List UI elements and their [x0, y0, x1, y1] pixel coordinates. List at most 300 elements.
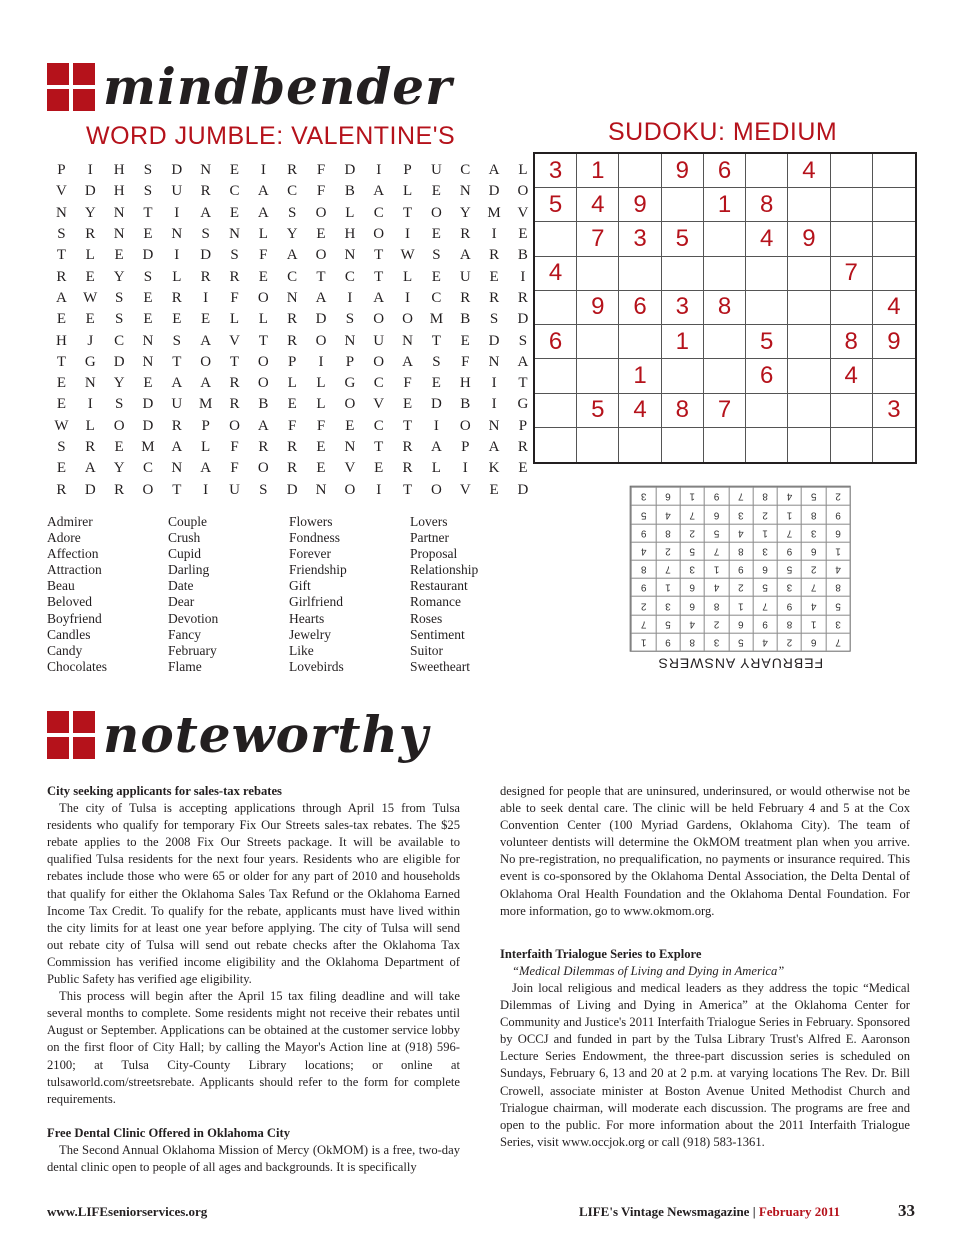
grid-letter: O: [229, 417, 240, 434]
grid-letter: W: [83, 289, 98, 306]
grid-letter: R: [85, 226, 96, 243]
answer-cell: 7: [655, 560, 679, 578]
grid-letter: V: [459, 481, 471, 498]
grid-letter: N: [171, 226, 183, 243]
answer-cell: 8: [777, 614, 801, 632]
grid-letter: E: [114, 439, 124, 455]
grid-letter: M: [141, 439, 155, 455]
grid-letter: I: [433, 417, 439, 434]
grid-letter: S: [143, 268, 153, 285]
sudoku-cell: 8: [831, 325, 873, 359]
grid-letter: I: [174, 204, 180, 221]
sudoku-cell: 4: [788, 154, 830, 188]
grid-letter: E: [287, 396, 297, 413]
word-list-item: Boyfriend: [47, 610, 102, 626]
word-jumble-title: WORD JUMBLE: VALENTINE'S: [86, 122, 456, 150]
grid-letter: A: [517, 353, 529, 370]
grid-letter: F: [259, 247, 268, 264]
grid-letter: D: [84, 183, 96, 200]
sudoku-cell: 9: [619, 188, 661, 222]
answer-cell: 5: [777, 560, 801, 578]
sudoku-cell: [577, 359, 619, 393]
answer-cell: 5: [825, 596, 849, 614]
grid-letter: I: [203, 481, 209, 498]
sudoku-cell: [662, 257, 704, 291]
answer-cell: 3: [704, 633, 728, 651]
word-list-item: Fancy: [168, 626, 201, 642]
sudoku-cell: 8: [662, 394, 704, 428]
answer-cell: 6: [752, 560, 776, 578]
grid-letter: G: [344, 375, 356, 392]
word-list-item: Proposal: [410, 546, 458, 562]
answer-cell: 5: [655, 614, 679, 632]
grid-letter: O: [315, 204, 327, 221]
word-list-item: Date: [168, 578, 194, 594]
answer-cell: 7: [777, 523, 801, 541]
sudoku-cell: 7: [704, 394, 746, 428]
answer-cell: 3: [655, 596, 679, 614]
grid-letter: O: [373, 353, 385, 370]
grid-letter: O: [459, 417, 471, 434]
grid-letter: R: [229, 268, 240, 285]
grid-letter: S: [201, 226, 210, 243]
word-list-item: Relationship: [410, 562, 479, 578]
sudoku-cell: [788, 188, 830, 222]
answer-cell: 5: [680, 542, 704, 560]
word-list-item: Darling: [168, 562, 210, 578]
grid-letter: U: [171, 183, 183, 200]
grid-letter: N: [84, 375, 96, 392]
grid-letter: N: [171, 460, 183, 477]
sudoku-cell: [704, 257, 746, 291]
answer-cell: 9: [631, 523, 655, 541]
article-title: Interfaith Trialogue Series to Explore: [500, 946, 702, 961]
grid-row: [47, 224, 537, 245]
grid-letter: S: [57, 439, 66, 455]
word-list-item: Romance: [410, 594, 461, 610]
grid-letter: N: [113, 226, 125, 243]
sudoku-cell: 4: [831, 359, 873, 393]
grid-letter: R: [460, 289, 471, 306]
logo-squares-icon: [47, 711, 95, 759]
answer-cell: 1: [631, 633, 655, 651]
grid-letter: E: [85, 268, 95, 285]
grid-letter: E: [56, 396, 66, 413]
word-list-item: Candy: [47, 642, 83, 658]
grid-letter: I: [87, 396, 93, 413]
sudoku-cell: [831, 188, 873, 222]
grid-letter: A: [200, 375, 212, 392]
word-list-item: Beloved: [47, 594, 92, 610]
grid-letter: F: [316, 162, 326, 179]
footer-website: www.LIFEseniorservices.org: [47, 1204, 208, 1219]
grid-letter: C: [287, 183, 298, 200]
grid-letter: F: [316, 183, 326, 200]
sudoku-cell: 6: [535, 325, 577, 359]
sudoku-cell: [535, 291, 577, 325]
article-subtitle: “Medical Dilemmas of Living and Dying in America”: [512, 963, 785, 978]
word-list-item: Girlfriend: [289, 594, 343, 610]
answer-cell: 6: [801, 633, 825, 651]
answer-cell: 2: [825, 487, 849, 505]
grid-letter: S: [259, 481, 268, 498]
grid-letter: C: [373, 375, 384, 392]
grid-letter: O: [430, 204, 442, 221]
article-title: City seeking applicants for sales-tax rebates: [47, 784, 282, 798]
grid-letter: P: [461, 439, 470, 455]
grid-letter: R: [287, 332, 298, 349]
grid-letter: R: [85, 439, 96, 455]
grid-letter: L: [258, 311, 268, 328]
grid-letter: L: [85, 417, 95, 434]
sudoku-cell: [619, 154, 661, 188]
grid-letter: R: [489, 247, 500, 264]
grid-letter: N: [56, 204, 67, 221]
grid-letter: R: [517, 289, 528, 306]
grid-letter: D: [113, 353, 125, 370]
grid-letter: S: [345, 311, 355, 328]
grid-letter: E: [518, 460, 528, 477]
sudoku-cell: 8: [704, 291, 746, 325]
sudoku-cell: 5: [535, 188, 577, 222]
word-list-item: Restaurant: [410, 578, 468, 594]
sudoku-cell: 4: [873, 291, 915, 325]
answer-cell: 2: [777, 633, 801, 651]
sudoku-cell: [831, 291, 873, 325]
answer-cell: 6: [704, 505, 728, 523]
grid-letter: T: [56, 247, 66, 264]
sudoku-cell: [619, 325, 661, 359]
grid-letter: E: [345, 417, 355, 434]
grid-letter: M: [198, 396, 213, 413]
answer-cell: 3: [680, 560, 704, 578]
grid-letter: O: [373, 311, 385, 328]
grid-letter: I: [203, 289, 209, 306]
grid-letter: E: [258, 268, 268, 285]
grid-letter: A: [171, 375, 183, 392]
answer-cell: 4: [655, 505, 679, 523]
grid-letter: L: [287, 375, 297, 392]
sudoku-cell: 5: [746, 325, 788, 359]
grid-letter: U: [171, 396, 183, 413]
word-list-item: Chocolates: [47, 658, 107, 674]
noteworthy-title: noteworthy: [103, 705, 429, 764]
word-list-item: Dear: [168, 594, 195, 610]
answer-cell: 8: [704, 596, 728, 614]
grid-letter: W: [400, 247, 415, 264]
grid-letter: A: [171, 439, 183, 455]
grid-letter: A: [315, 289, 327, 306]
grid-letter: T: [374, 247, 384, 264]
grid-letter: D: [142, 417, 154, 434]
answer-cell: 1: [655, 578, 679, 596]
grid-letter: H: [56, 332, 67, 349]
sudoku-cell: [873, 222, 915, 256]
grid-letter: Y: [459, 204, 471, 221]
grid-row: [47, 288, 537, 309]
grid-letter: O: [373, 226, 385, 243]
answer-cell: 9: [704, 487, 728, 505]
grid-letter: N: [142, 353, 154, 370]
word-list-item: Flame: [168, 658, 202, 674]
sudoku-cell: [577, 325, 619, 359]
grid-row: [47, 373, 537, 394]
grid-letter: R: [258, 439, 269, 455]
grid-letter: E: [316, 226, 326, 243]
answer-cell: 2: [631, 596, 655, 614]
sudoku-cell: [535, 428, 577, 462]
sudoku-cell: 9: [788, 222, 830, 256]
grid-letter: O: [257, 460, 269, 477]
grid-letter: S: [57, 226, 66, 243]
grid-letter: E: [518, 226, 528, 243]
grid-letter: E: [431, 183, 441, 200]
grid-letter: E: [402, 396, 413, 413]
sudoku-cell: 4: [746, 222, 788, 256]
grid-letter: I: [491, 375, 497, 392]
grid-letter: S: [230, 247, 239, 264]
sudoku-cell: [662, 359, 704, 393]
grid-letter: E: [316, 460, 326, 477]
grid-letter: N: [142, 332, 154, 349]
answer-cell: 7: [728, 487, 752, 505]
grid-letter: D: [488, 183, 500, 200]
grid-letter: R: [287, 162, 298, 179]
grid-letter: O: [113, 417, 125, 434]
grid-letter: N: [344, 247, 356, 264]
sudoku-cell: 9: [662, 154, 704, 188]
grid-letter: I: [260, 162, 266, 179]
grid-letter: H: [113, 162, 125, 179]
grid-letter: T: [402, 417, 413, 434]
grid-letter: E: [56, 311, 66, 328]
noteworthy-header: [47, 705, 429, 764]
grid-letter: F: [230, 460, 239, 477]
word-list-item: Lovebirds: [289, 658, 344, 674]
sudoku-cell: [788, 291, 830, 325]
grid-letter: O: [142, 481, 154, 498]
word-list-item: Cupid: [168, 546, 202, 562]
grid-letter: A: [430, 439, 442, 455]
answer-cell: 3: [825, 614, 849, 632]
grid-letter: T: [402, 204, 413, 221]
sudoku-cell: [535, 222, 577, 256]
word-list-item: Like: [289, 642, 314, 658]
sudoku-cell: [788, 359, 830, 393]
grid-letter: D: [200, 247, 212, 264]
sudoku-cell: 7: [831, 257, 873, 291]
grid-letter: P: [201, 417, 210, 434]
answers-grid: [630, 486, 851, 652]
grid-letter: E: [316, 439, 326, 455]
grid-letter: A: [56, 289, 67, 306]
grid-letter: U: [430, 162, 442, 179]
answer-cell: 6: [728, 614, 752, 632]
grid-letter: B: [517, 247, 528, 264]
answer-cell: 7: [801, 578, 825, 596]
grid-letter: R: [402, 439, 413, 455]
grid-letter: U: [459, 268, 471, 285]
answer-cell: 2: [655, 542, 679, 560]
sudoku-cell: [746, 154, 788, 188]
answer-cell: 8: [801, 505, 825, 523]
grid-letter: I: [405, 226, 411, 243]
grid-letter: D: [344, 162, 356, 179]
sudoku-cell: [662, 188, 704, 222]
article-paragraph: Join local religious and medical leaders as they address the topic “Medical Dilemmas of Living and Dying in America” at the Oklahoma Center for Community and Justice's 2011 Interfaith Trialogue Series in February. Sponsored by OCCJ and funded in part by the Tulsa Library Trust's Alfred E. Aaronson Lecture Series Endowment, the three-part discussion series is scheduled on Sundays, February 6, 13 and 20 at 2 p.m. at varying locations The Rev. Dr. Bill Crowell, associate minister at Boston Avenue United Methodist Church and Trialogue chairman, will moderate each discussion. The programs are free and open to the public. For more information about the 2011 Interfaith Trialogue Series, visit www.occjok.org or call (918) 583-1361.: [500, 980, 910, 1149]
grid-row: [47, 479, 537, 500]
answer-cell: 9: [655, 633, 679, 651]
grid-letter: S: [432, 353, 441, 370]
grid-letter: A: [373, 289, 385, 306]
grid-letter: R: [402, 460, 413, 477]
answer-cell: 3: [777, 578, 801, 596]
word-list-item: Forever: [289, 546, 331, 562]
word-list-item: Couple: [168, 514, 207, 529]
sudoku-cell: 3: [662, 291, 704, 325]
sudoku-cell: [619, 428, 661, 462]
sudoku-cell: [704, 325, 746, 359]
grid-letter: R: [171, 417, 182, 434]
answer-cell: 2: [752, 505, 776, 523]
grid-letter: I: [318, 353, 324, 370]
sudoku-cell: 1: [577, 154, 619, 188]
grid-letter: A: [402, 353, 413, 370]
grid-letter: F: [230, 289, 239, 306]
word-list-item: February: [168, 642, 217, 658]
grid-letter: B: [460, 396, 471, 413]
grid-letter: F: [461, 353, 470, 370]
grid-letter: R: [171, 289, 182, 306]
word-list-item: Gift: [289, 578, 311, 594]
word-list-item: Fondness: [289, 530, 341, 546]
grid-letter: O: [200, 353, 212, 370]
word-list-item: Roses: [410, 610, 443, 626]
grid-letter: E: [489, 481, 499, 498]
answer-cell: 1: [752, 523, 776, 541]
word-list-item: Adore: [47, 530, 81, 546]
grid-letter: I: [462, 460, 468, 477]
answer-cell: 4: [631, 542, 655, 560]
grid-letter: I: [376, 481, 382, 498]
grid-letter: V: [517, 204, 529, 221]
grid-letter: R: [56, 268, 67, 285]
sudoku-cell: 4: [619, 394, 661, 428]
answer-cell: 1: [777, 505, 801, 523]
answer-cell: 1: [825, 542, 849, 560]
answer-cell: 4: [680, 614, 704, 632]
grid-letter: E: [489, 268, 499, 285]
word-list-item: Attraction: [47, 562, 102, 578]
grid-letter: N: [113, 204, 125, 221]
grid-letter: V: [344, 460, 356, 477]
grid-letter: I: [491, 396, 497, 413]
answer-cell: 8: [680, 633, 704, 651]
grid-letter: S: [114, 289, 124, 306]
sudoku-cell: [788, 325, 830, 359]
mindbender-header: [47, 57, 453, 116]
answer-cell: 8: [728, 542, 752, 560]
grid-letter: B: [460, 311, 471, 328]
grid-letter: A: [84, 460, 96, 477]
grid-letter: N: [315, 481, 327, 498]
column-left: [47, 783, 460, 1176]
grid-letter: T: [56, 353, 66, 370]
word-jumble-grid: [47, 160, 537, 501]
answer-cell: 6: [680, 578, 704, 596]
grid-letter: V: [229, 332, 240, 349]
grid-letter: I: [347, 289, 353, 306]
grid-letter: P: [518, 417, 528, 434]
sudoku-cell: [788, 428, 830, 462]
grid-row: [47, 394, 537, 415]
answer-cell: 4: [728, 523, 752, 541]
grid-letter: I: [405, 289, 411, 306]
article-paragraph: This process will begin after the April 15 tax filing deadline and will take several months to complete. Some residents might not receive their rebates until August or September. Applications can be obtained at the customer service lobby on the first floor of City Hall; by calling the Mayor's Action line at (918) 596-2100; at Tulsa City-County Library locations; or online at tulsaworld.com/streetsrebate. Applicants should refer to the form for complete requirements.: [47, 989, 460, 1106]
february-answers: [630, 486, 851, 672]
answer-cell: 7: [680, 505, 704, 523]
grid-row: [47, 352, 537, 373]
answer-cell: 4: [704, 578, 728, 596]
grid-letter: J: [87, 332, 94, 349]
grid-letter: P: [403, 162, 412, 179]
word-list-item: Suitor: [410, 642, 444, 658]
grid-letter: E: [56, 375, 66, 392]
grid-letter: R: [489, 289, 500, 306]
sudoku-cell: [873, 428, 915, 462]
grid-letter: E: [431, 268, 441, 285]
answer-cell: 5: [728, 633, 752, 651]
answer-cell: 5: [801, 487, 825, 505]
sudoku-cell: [788, 394, 830, 428]
sudoku-cell: [746, 394, 788, 428]
footer-publication: [579, 1204, 840, 1220]
grid-letter: G: [84, 353, 96, 370]
sudoku-cell: [873, 154, 915, 188]
grid-letter: E: [229, 204, 240, 221]
sudoku-cell: [619, 257, 661, 291]
grid-letter: H: [344, 226, 356, 243]
sudoku-cell: [662, 428, 704, 462]
grid-letter: D: [171, 162, 183, 179]
grid-letter: R: [229, 375, 240, 392]
word-list-item: Sweetheart: [410, 658, 470, 674]
grid-letter: O: [517, 183, 529, 200]
answer-cell: 6: [655, 487, 679, 505]
grid-letter: E: [460, 332, 470, 349]
grid-letter: L: [229, 311, 240, 328]
sudoku-cell: 8: [746, 188, 788, 222]
grid-letter: V: [56, 183, 67, 200]
grid-row: [47, 203, 537, 224]
grid-letter: R: [287, 439, 298, 455]
sudoku-cell: [535, 394, 577, 428]
grid-letter: H: [113, 183, 125, 200]
grid-letter: A: [286, 247, 298, 264]
answer-cell: 5: [631, 505, 655, 523]
grid-letter: O: [344, 396, 356, 413]
grid-letter: A: [200, 204, 212, 221]
grid-letter: C: [344, 268, 355, 285]
grid-letter: A: [488, 439, 500, 455]
sudoku-grid: [533, 152, 917, 464]
grid-letter: L: [402, 183, 413, 200]
grid-letter: F: [316, 417, 326, 434]
grid-letter: O: [344, 481, 356, 498]
grid-letter: L: [316, 375, 326, 392]
grid-letter: K: [488, 460, 500, 477]
answers-label: FEBRUARY ANSWERS: [657, 655, 824, 672]
